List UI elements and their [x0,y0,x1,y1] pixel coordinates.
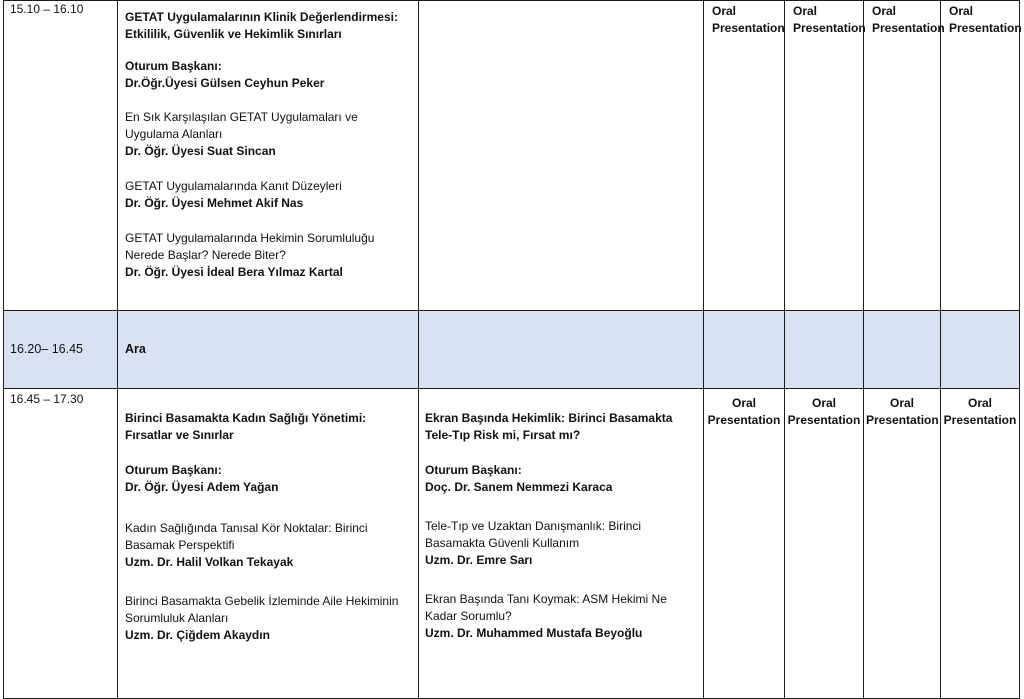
time-cell: 15.10 – 16.10 [4,1,118,311]
chair-name: Doç. Dr. Sanem Nemmezi Karaca [425,480,613,494]
talk-title: Tele-Tıp ve Uzaktan Danışmanlık: Birinci Basamakta Güvenli Kullanım [425,519,642,550]
session-title: GETAT Uygulamalarının Klinik Değerlendirmesi: Etkililik, Güvenlik ve Hekimlik Sınırları [125,10,398,41]
chair-label: Oturum Başkanı: [125,463,222,477]
empty-cell [941,311,1020,389]
break-label: Ara [118,311,419,389]
talk-title: Birinci Basamakta Gebelik İzleminde Aile Hekiminin Sorumluluk Alanları [125,594,399,625]
talk-speaker: Uzm. Dr. Emre Sarı [425,553,533,567]
chair-name: Dr. Öğr. Üyesi Adem Yağan [125,480,279,494]
talk-item [125,109,410,160]
time-cell: 16.20– 16.45 [4,311,118,389]
empty-cell [785,311,864,389]
oral-presentation-cell: Oral Presentation [785,389,864,699]
talk-item [125,593,410,644]
schedule-table [3,0,1020,699]
talk-item [125,520,410,571]
talk-speaker: Dr. Öğr. Üyesi Suat Sincan [125,144,276,158]
session-title: Birinci Basamakta Kadın Sağlığı Yönetimi: Fırsatlar ve Sınırlar [125,411,367,442]
session-cell [419,389,704,699]
chair-label: Oturum Başkanı: [125,59,222,73]
oral-presentation-cell: Oral Presentation [864,1,941,311]
empty-cell [419,311,704,389]
talk-item [425,591,695,642]
oral-presentation-cell: Oral Presentation [941,1,1020,311]
session-cell [118,1,419,311]
session-title: Ekran Başında Hekimlik: Birinci Basamakta Tele-Tıp Risk mi, Fırsat mı? [425,411,673,442]
oral-presentation-cell: Oral Presentation [785,1,864,311]
talk-speaker: Dr. Öğr. Üyesi Mehmet Akif Nas [125,196,304,210]
session-row [4,389,1020,699]
empty-session-cell [419,1,704,311]
oral-presentation-cell: Oral Presentation [864,389,941,699]
time-cell: 16.45 – 17.30 [4,389,118,699]
session-row [4,1,1020,311]
talk-speaker: Uzm. Dr. Halil Volkan Tekayak [125,555,294,569]
talk-title: Ekran Başında Tanı Koymak: ASM Hekimi Ne Kadar Sorumlu? [425,592,667,623]
talk-title: GETAT Uygulamalarında Kanıt Düzeyleri [125,179,342,193]
session-cell [118,389,419,699]
talk-speaker: Uzm. Dr. Çiğdem Akaydın [125,628,270,642]
talk-speaker: Dr. Öğr. Üyesi İdeal Bera Yılmaz Kartal [125,265,343,279]
talk-title: Kadın Sağlığında Tanısal Kör Noktalar: Birinci Basamak Perspektifi [125,521,368,552]
empty-cell [864,311,941,389]
talk-title: GETAT Uygulamalarında Hekimin Sorumluluğu Nerede Başlar? Nerede Biter? [125,231,375,262]
talk-item [125,178,410,212]
talk-title: En Sık Karşılaşılan GETAT Uygulamaları ve Uygulama Alanları [125,110,358,141]
chair-label: Oturum Başkanı: [425,463,522,477]
oral-presentation-cell: Oral Presentation [704,1,785,311]
chair-name: Dr.Öğr.Üyesi Gülsen Ceyhun Peker [125,76,325,90]
talk-item [425,518,695,569]
empty-cell [704,311,785,389]
talk-speaker: Uzm. Dr. Muhammed Mustafa Beyoğlu [425,626,643,640]
oral-presentation-cell: Oral Presentation [941,389,1020,699]
oral-presentation-cell: Oral Presentation [704,389,785,699]
break-row [4,311,1020,389]
talk-item [125,230,410,281]
